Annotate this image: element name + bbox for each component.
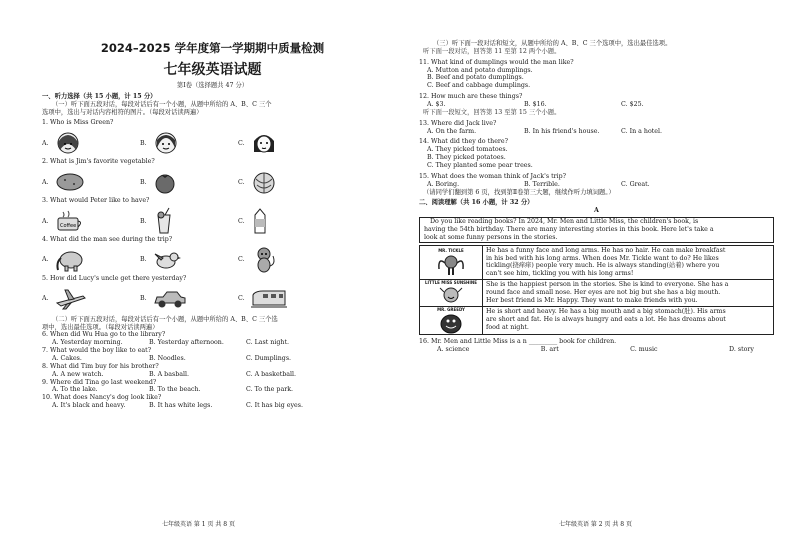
page-footer-right: 七年级英语 第 2 页 共 8 页 bbox=[558, 521, 633, 528]
monkey-icon bbox=[251, 246, 277, 274]
exam-subtitle: 七年级英语试题 bbox=[163, 62, 262, 78]
question-7: 7. What would the boy like to eat? bbox=[42, 347, 152, 355]
question-6: 6. When did Wu Hua go to the library? bbox=[42, 331, 166, 339]
question-15: 15. What does the woman think of Jack's trip? bbox=[419, 172, 567, 180]
instruction-2b: 项中，选出最佳选项。（每段对话读两遍） bbox=[42, 323, 159, 331]
option-b[interactable]: B. Terrible. bbox=[524, 180, 560, 188]
question-6-options bbox=[42, 339, 383, 347]
q14-option-c[interactable]: C. They planted some pear trees. bbox=[427, 162, 533, 170]
character-row-mr-greedy bbox=[420, 306, 773, 334]
option-a[interactable]: A. It's black and heavy. bbox=[52, 402, 126, 410]
section-listening: 一、听力选择（共 15 小题，计 15 分） bbox=[42, 92, 157, 100]
question-1: 1. Who is Miss Green? bbox=[42, 119, 114, 127]
question-12-options bbox=[419, 101, 774, 109]
girl-face-icon bbox=[55, 130, 81, 156]
desc-line: can't see him, tickling you with his long arms! bbox=[486, 270, 634, 278]
option-b[interactable]: B. art bbox=[540, 345, 559, 353]
question-10: 10. What does Nancy's dog look like? bbox=[42, 394, 162, 402]
option-a[interactable]: A. To the lake. bbox=[52, 386, 98, 394]
instruction-2a: （二）听下面五段对话，每段对话后有一个小题，从题中所给的 A、B、C 三个选 bbox=[52, 315, 278, 323]
q11-option-b[interactable]: B. Beef and potato dumplings. bbox=[427, 74, 524, 82]
option-b[interactable]: B. It has white legs. bbox=[149, 402, 213, 410]
milk-icon bbox=[251, 207, 269, 235]
page-footer-left: 七年级英语 第 1 页 共 8 页 bbox=[161, 521, 236, 528]
character-picture bbox=[420, 246, 483, 279]
passage-a bbox=[419, 217, 774, 243]
question-8: 8. What did Tim buy for his brother? bbox=[42, 362, 159, 370]
juice-cup-icon bbox=[153, 207, 175, 235]
instruction-1a: （一）听下面五段对话，每段对话后有一个小题，从题中所给的 A、B、C 三个 bbox=[52, 100, 272, 108]
question-4: 4. What did the man see during the trip? bbox=[42, 236, 173, 244]
train-icon bbox=[251, 289, 287, 309]
character-picture bbox=[420, 307, 483, 334]
question-12: 12. How much are these things? bbox=[419, 93, 523, 101]
little-miss-sunshine-icon bbox=[438, 285, 464, 305]
option-d[interactable]: D. story bbox=[729, 345, 754, 353]
q11-option-c[interactable]: C. Beef and cabbage dumplings. bbox=[427, 82, 531, 90]
instruction-3a: （三）听下面一段对话和短文，从题中所给的 A、B、C 三个选项中，选出最佳选项。 bbox=[433, 40, 672, 47]
option-c[interactable]: C. Great. bbox=[621, 180, 650, 188]
desc-line: He has a funny face and long arms. He has no hair. He can make breakfast bbox=[486, 246, 726, 254]
option-c[interactable]: C. It has big eyes. bbox=[246, 402, 303, 410]
question-7-options bbox=[42, 355, 383, 363]
coffee-icon bbox=[55, 208, 85, 234]
characters-table bbox=[419, 245, 774, 335]
character-description bbox=[483, 307, 773, 334]
bird-icon bbox=[153, 248, 181, 272]
desc-line: He is short and heavy. He has a big mouth and a big stomach(肚). His arms bbox=[486, 307, 726, 315]
section-reading: 二、阅读理解（共 16 小题，计 32 分） bbox=[419, 199, 534, 207]
q14-option-b[interactable]: B. They picked potatoes. bbox=[427, 154, 506, 162]
cabbage-icon bbox=[251, 169, 277, 195]
desc-line: Her best friend is Mr. Happy. They want to make friends with you. bbox=[486, 296, 698, 304]
instruction-1b: 选项中，选出与对话内容相符的图片。（每段对话读两遍） bbox=[42, 108, 203, 116]
short-hair-woman-icon bbox=[251, 130, 277, 156]
question-5: 5. How did Lucy's uncle get there yesterday? bbox=[42, 274, 187, 282]
tomato-icon bbox=[153, 170, 177, 194]
question-2-pictures: A. B. C. bbox=[42, 168, 383, 196]
airplane-icon bbox=[55, 288, 87, 310]
q11-option-a[interactable]: A. Mutton and potato dumplings. bbox=[427, 66, 533, 74]
desc-line: tickling(挠痒痒) people very much. He is always standing(站着) where you bbox=[486, 262, 720, 270]
option-c[interactable]: C. $25. bbox=[621, 101, 644, 109]
passage-label: A bbox=[594, 207, 599, 215]
character-description bbox=[483, 280, 773, 306]
option-b[interactable]: B. In his friend's house. bbox=[524, 127, 600, 135]
question-3-pictures: A. Coffee B. C. bbox=[42, 207, 383, 235]
car-icon bbox=[153, 289, 187, 309]
desc-line: round face and small nose. Her eyes are not big but she has a big mouth. bbox=[486, 289, 721, 297]
option-a[interactable]: A. science bbox=[437, 345, 470, 353]
option-c[interactable]: C. To the park. bbox=[246, 386, 294, 394]
character-row-mr-tickle bbox=[420, 246, 773, 279]
intro-line-2: having the 54th birthday. There are many interesting stories in this book. Here let's take a bbox=[424, 226, 714, 234]
option-a[interactable]: A. On the farm. bbox=[427, 127, 477, 135]
question-4-pictures: A. B. C. bbox=[42, 246, 383, 274]
option-b[interactable]: B. Noodles. bbox=[149, 355, 186, 363]
desc-line: are short and fat. He is always hungry and eats a lot. He has dreams about bbox=[486, 315, 726, 323]
desc-line: She is the happiest person in the stories. She is kind to everyone. She has a bbox=[486, 281, 729, 289]
character-name: MR. TICKLE bbox=[438, 247, 464, 253]
mr-greedy-icon bbox=[438, 312, 464, 334]
question-1-pictures: A. B. C. bbox=[42, 129, 383, 157]
intro-line-3: look at some funny persons in the stories. bbox=[424, 233, 558, 241]
option-c[interactable]: C. In a hotel. bbox=[621, 127, 663, 135]
exam-title: 2024–2025 学年度第一学期期中质量检测 bbox=[100, 41, 325, 55]
question-9-options bbox=[42, 386, 383, 394]
page-right bbox=[397, 0, 794, 537]
character-name: MR. GREEDY bbox=[437, 306, 465, 312]
option-c[interactable]: C. A basketball. bbox=[246, 370, 297, 378]
question-16: 16. Mr. Men and Little Miss is a n _________ book for children. bbox=[419, 337, 617, 345]
svg-text:Coffee: Coffee bbox=[59, 223, 76, 230]
instruction-3b: 听下面一段对话，回答第 11 至第 12 两个小题。 bbox=[423, 47, 561, 55]
option-a[interactable]: A. Boring. bbox=[427, 180, 460, 188]
turn-page-note: （请同学们翻到第 6 页，找到第Ⅱ卷第三大题，继续作听力填词题。） bbox=[423, 188, 615, 196]
instruction-3c: 听下面一段短文，回答第 13 至第 15 三个小题。 bbox=[423, 108, 561, 116]
potato-icon bbox=[55, 171, 85, 193]
option-a[interactable]: A. Yesterday morning. bbox=[52, 339, 123, 347]
character-name: LITTLE MISS SUNSHINE bbox=[425, 280, 477, 286]
q14-option-a[interactable]: A. They picked tomatoes. bbox=[427, 146, 508, 154]
option-a[interactable]: A. A new watch. bbox=[52, 370, 104, 378]
option-c[interactable]: C. Dumplings. bbox=[246, 355, 292, 363]
question-13-options bbox=[419, 128, 774, 136]
question-9: 9. Where did Tina go last weekend? bbox=[42, 378, 157, 386]
character-description bbox=[483, 246, 773, 279]
question-10-options bbox=[42, 402, 383, 410]
option-a[interactable]: A. Cakes. bbox=[52, 355, 82, 363]
question-5-pictures: A. B. C. bbox=[42, 285, 383, 313]
option-b[interactable]: B. To the beach. bbox=[149, 386, 201, 394]
question-16-options bbox=[419, 346, 774, 354]
mr-tickle-icon bbox=[436, 253, 466, 277]
question-15-options bbox=[419, 181, 774, 189]
desc-line: food at night. bbox=[486, 323, 529, 331]
desc-line: in his bed with his long arms. When does Mr. Tickle want to do? He likes bbox=[486, 254, 719, 262]
question-3: 3. What would Peter like to have? bbox=[42, 197, 150, 205]
text-questions bbox=[42, 331, 383, 410]
question-13: 13. Where did Jack live? bbox=[419, 119, 497, 127]
option-c[interactable]: C. Last night. bbox=[246, 339, 289, 347]
part-header: 第Ⅰ卷（选择题共 47 分） bbox=[176, 82, 249, 89]
character-row-little-miss-sunshine bbox=[420, 279, 773, 306]
question-11: 11. What kind of dumplings would the man like? bbox=[419, 58, 574, 66]
option-b[interactable]: B. $16. bbox=[524, 101, 547, 109]
woman-face-icon bbox=[153, 130, 179, 156]
question-2: 2. What is Jim's favorite vegetable? bbox=[42, 158, 155, 166]
picture-questions bbox=[42, 119, 383, 312]
character-picture bbox=[420, 280, 483, 306]
question-8-options bbox=[42, 371, 383, 379]
option-b[interactable]: B. Yesterday afternoon. bbox=[149, 339, 224, 347]
option-b[interactable]: B. A basball. bbox=[149, 370, 190, 378]
option-c[interactable]: C. music bbox=[630, 345, 658, 353]
elephant-icon bbox=[55, 248, 85, 272]
option-a[interactable]: A. $3. bbox=[427, 101, 446, 109]
intro-line-1: Do you like reading books? In 2024, Mr. Men and Little Miss, the children's book, is bbox=[430, 218, 699, 226]
question-14: 14. What did they do there? bbox=[419, 138, 509, 146]
